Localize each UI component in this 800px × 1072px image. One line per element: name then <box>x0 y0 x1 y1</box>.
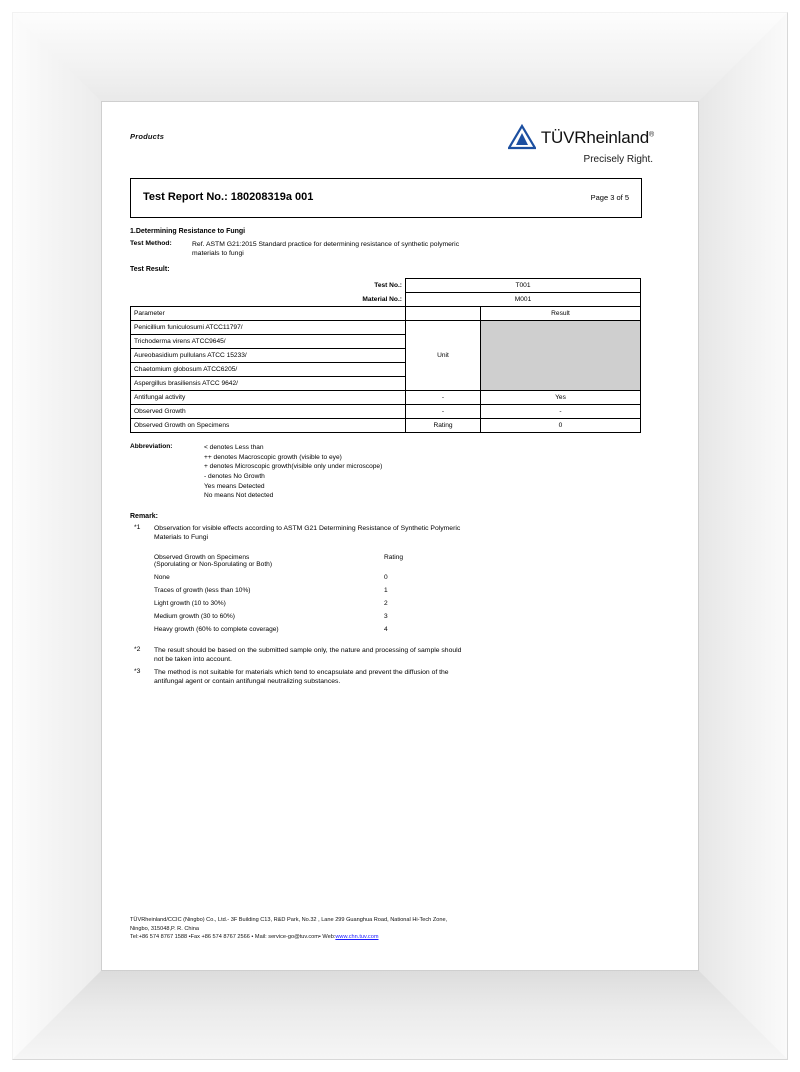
rating-value: 3 <box>384 612 388 620</box>
test-method-line2: materials to fungi <box>192 250 244 258</box>
remark-line: The method is not suitable for materials which tend to encapsulate and prevent the diffusion of the <box>154 668 449 676</box>
rating-label: Heavy growth (60% to complete coverage) <box>154 625 279 633</box>
test-report-page <box>102 102 698 970</box>
footer-contact-text: Tel:+86 574 8767 1588 •Fax +86 574 8767 2566 • Mail: service-go@tuv.com• Web: <box>130 934 336 941</box>
document-header <box>130 124 670 170</box>
abbreviation-item: Yes means Detected <box>204 482 265 490</box>
rating-header-line2: (Sporulating or Non-Sporulating or Both) <box>154 560 273 568</box>
remark-item <box>130 524 670 543</box>
table-row <box>154 610 454 623</box>
table-row <box>154 571 454 584</box>
document-footer <box>130 916 650 942</box>
document-body <box>130 124 670 687</box>
test-method-line1: Ref. ASTM G21:2015 Standard practice for determining resistance of synthetic polymeric <box>192 241 460 248</box>
observed-growth-specimens-unit: Rating <box>406 419 481 433</box>
observed-growth-specimens-label: Observed Growth on Specimens <box>131 419 406 433</box>
footer-line-1: TÜVRheinland/CCIC (Ningbo) Co., Ltd.- 3F Building C13, R&D Park, No.32 , Lane 299 Guanghua Road, National Hi-Tech Zone, <box>130 917 448 924</box>
remark-line: not be taken into account. <box>154 656 232 664</box>
test-no-label: Test No.: <box>374 282 402 290</box>
test-result-label: Test Result: <box>130 266 170 274</box>
footer-website-link[interactable]: www.chn.tuv.com <box>335 934 379 941</box>
table-row <box>131 321 641 335</box>
material-no-value: M001 <box>406 293 641 307</box>
remark-line: Observation for visible effects according to ASTM G21 Determining Resistance of Synthetic Polymeric <box>154 524 461 532</box>
table-row <box>131 419 641 433</box>
rating-label: Light growth (10 to 30%) <box>154 599 226 607</box>
report-title: Test Report No.: 180208319a 001 <box>143 191 314 203</box>
antifungal-activity-unit: - <box>406 391 481 405</box>
report-title-box <box>130 178 642 218</box>
footer-line-3 <box>130 933 650 942</box>
table-row <box>131 279 641 293</box>
test-method-row <box>130 240 670 258</box>
abbreviation-item: + denotes Microscopic growth(visible only under microscope) <box>204 463 383 471</box>
table-row <box>131 405 641 419</box>
antifungal-activity-result: Yes <box>481 391 641 405</box>
rating-label: None <box>154 573 170 581</box>
unit-label: Unit <box>406 321 481 391</box>
result-grey-block <box>481 321 641 391</box>
remark-tag: *3 <box>134 667 141 675</box>
organism-name: Aspergillus brasiliensis ATCC 9642/ <box>131 377 406 391</box>
remark-item <box>130 668 670 687</box>
test-no-value: T001 <box>406 279 641 293</box>
organism-name: Aureobasidium pullulans ATCC 15233/ <box>131 349 406 363</box>
remark-tag: *1 <box>134 523 141 531</box>
observed-growth-result: - <box>481 405 641 419</box>
table-row <box>154 623 454 636</box>
section-heading: 1.Determining Resistance to Fungi <box>130 228 246 235</box>
rating-value: 4 <box>384 625 388 633</box>
abbreviation-list <box>204 443 382 500</box>
material-no-label: Material No.: <box>362 296 402 304</box>
remark-item <box>130 646 670 665</box>
table-row <box>131 293 641 307</box>
remark-label: Remark: <box>130 512 159 520</box>
table-row <box>154 597 454 610</box>
rating-table-header-rating: Rating <box>384 553 404 561</box>
abbreviation-block <box>130 443 670 500</box>
rating-label: Traces of growth (less than 10%) <box>154 586 251 594</box>
table-header-row <box>131 307 641 321</box>
result-header: Result <box>481 307 641 321</box>
header-spacer <box>406 307 481 321</box>
footer-line-2: Ningbo, 315048,P. R. China <box>130 925 199 932</box>
table-row <box>131 391 641 405</box>
page-number: Page 3 of 5 <box>590 193 629 202</box>
remark-line: Materials to Fungi <box>154 534 209 542</box>
observed-growth-specimens-result: 0 <box>481 419 641 433</box>
abbreviation-label: Abbreviation: <box>130 443 173 451</box>
products-label: Products <box>130 132 165 141</box>
rating-value: 1 <box>384 586 388 594</box>
logo-tagline: Precisely Right. <box>583 154 653 165</box>
tuv-rheinland-wordmark <box>541 128 654 148</box>
rating-table-header-label <box>154 551 358 571</box>
tuv-rheinland-triangle-icon <box>508 124 536 152</box>
organism-name: Chaetomium globosum ATCC6205/ <box>131 363 406 377</box>
observed-growth-label: Observed Growth <box>131 405 406 419</box>
organism-name: Penicillium funiculosumi ATCC11797/ <box>131 321 406 335</box>
abbreviation-item: ++ denotes Macroscopic growth (visible to eye) <box>204 453 342 461</box>
rating-label: Medium growth (30 to 60%) <box>154 612 235 620</box>
test-method-value <box>192 240 670 258</box>
remark-line: antifungal agent or contain antifungal neutralizing substances. <box>154 678 341 686</box>
rating-header-line1: Observed Growth on Specimens <box>154 553 250 561</box>
remark-text <box>154 646 670 665</box>
observed-growth-unit: - <box>406 405 481 419</box>
rating-value: 0 <box>384 573 388 581</box>
tuv-rheinland-logo <box>508 124 654 165</box>
remark-text <box>154 524 670 543</box>
table-row <box>154 584 454 597</box>
rating-value: 2 <box>384 599 388 607</box>
antifungal-activity-label: Antifungal activity <box>131 391 406 405</box>
abbreviation-item: - denotes No Growth <box>204 472 265 480</box>
abbreviation-item: < denotes Less than <box>204 444 264 452</box>
rating-table-header-row <box>154 551 454 571</box>
remark-line: The result should be based on the submitted sample only, the nature and processing of sample should <box>154 646 462 654</box>
parameter-header: Parameter <box>131 307 406 321</box>
remark-text <box>154 668 670 687</box>
organism-name: Trichoderma virens ATCC9645/ <box>131 335 406 349</box>
test-method-label: Test Method: <box>130 240 172 247</box>
abbreviation-item: No means Not detected <box>204 492 274 500</box>
rating-scale-table <box>154 551 454 636</box>
registered-trademark-icon: ® <box>649 131 654 139</box>
test-result-table <box>130 278 641 433</box>
tuv-rheinland-name: TÜVRheinland <box>540 128 650 147</box>
remark-tag: *2 <box>134 645 141 653</box>
